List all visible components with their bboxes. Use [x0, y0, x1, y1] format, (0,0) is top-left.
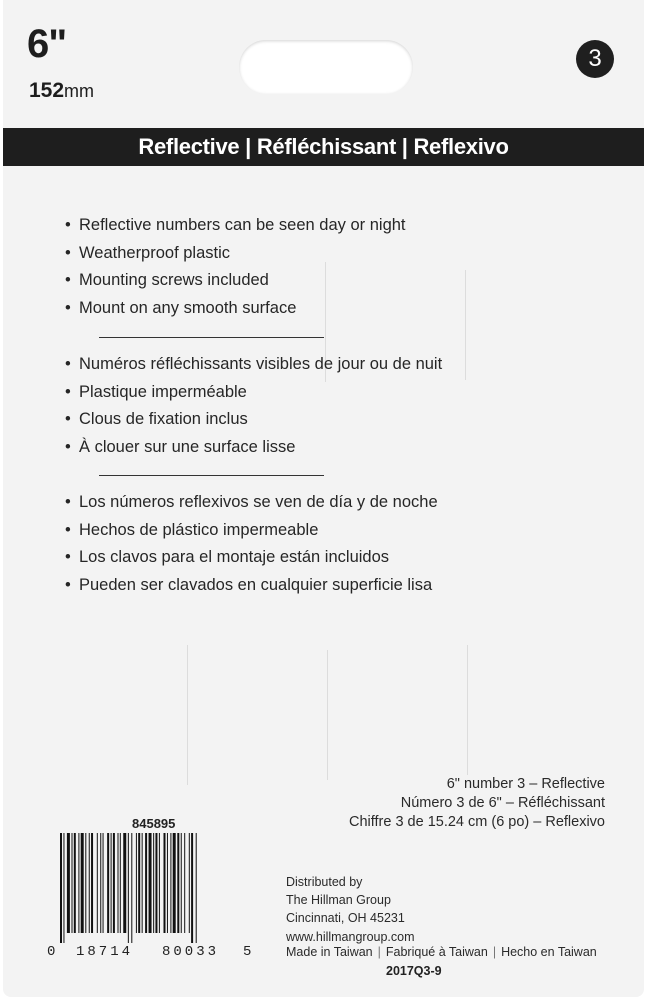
- made-in-es: Hecho en Taiwan: [501, 945, 597, 959]
- distributor-company: The Hillman Group: [286, 893, 391, 908]
- date-code: 2017Q3-9: [386, 964, 442, 978]
- hang-hole: [239, 40, 413, 94]
- distributor-website: www.hillmangroup.com: [286, 929, 415, 944]
- barcode-group-1: 18714: [76, 944, 134, 960]
- list-item: • À clouer sur une surface lisse: [65, 438, 296, 457]
- fold-line: [467, 645, 468, 775]
- barcode-digit-left: 0: [47, 944, 56, 960]
- made-in: Made in Taiwan | Fabriqué à Taiwan | Hecho en Taiwan: [286, 945, 597, 959]
- number-badge: 3: [576, 40, 614, 78]
- list-item: • Mount on any smooth surface: [65, 299, 297, 318]
- fold-line: [465, 270, 466, 380]
- list-item: • Hechos de plástico impermeable: [65, 520, 319, 539]
- made-in-en: Made in Taiwan: [286, 945, 373, 959]
- divider: [99, 475, 324, 476]
- size-mm-unit: mm: [64, 81, 95, 101]
- features-english: [65, 212, 406, 323]
- product-desc-fr: Chiffre 3 de 15.24 cm (6 po) – Reflexivo: [348, 814, 605, 830]
- list-item: • Weatherproof plastic: [65, 243, 231, 262]
- made-in-fr: Fabriqué à Taiwan: [385, 945, 488, 959]
- list-item: • Plastique imperméable: [65, 382, 247, 401]
- product-desc-en: 6" number 3 – Reflective: [446, 776, 605, 792]
- features-french: [65, 351, 442, 462]
- list-item: • Pueden ser clavados en cualquier superficie lisa: [65, 576, 433, 595]
- list-item: • Los clavos para el montaje están incluidos: [65, 548, 390, 567]
- list-item: • Clous de fixation inclus: [65, 410, 248, 429]
- sku-number: 845895: [132, 816, 176, 831]
- distributor-info: [286, 873, 415, 946]
- title-bar: Reflective | Réfléchissant | Reflexivo: [3, 128, 644, 166]
- distributor-address: Cincinnati, OH 45231: [286, 911, 405, 926]
- barcode-digit-right: 5: [243, 944, 252, 960]
- list-item: • Mounting screws included: [65, 271, 269, 290]
- features-spanish: [65, 489, 438, 600]
- package-card: [3, 0, 644, 997]
- product-description: [349, 775, 605, 832]
- size-mm: [29, 78, 94, 104]
- fold-line: [187, 645, 188, 785]
- size-mm-value: 152: [29, 79, 65, 102]
- distributor-label: Distributed by: [286, 875, 363, 889]
- list-item: • Reflective numbers can be seen day or night: [65, 216, 406, 234]
- barcode-group-2: 80033: [162, 944, 220, 960]
- list-item: • Numéros réfléchissants visibles de jour ou de nuit: [65, 355, 443, 373]
- product-desc-es: Número 3 de 6" – Réfléchissant: [400, 795, 605, 811]
- list-item: • Los números reflexivos se ven de día y de noche: [65, 493, 438, 511]
- size-inches: 6": [27, 22, 67, 66]
- fold-line: [327, 650, 328, 780]
- divider: [99, 337, 324, 338]
- barcode: [60, 833, 238, 943]
